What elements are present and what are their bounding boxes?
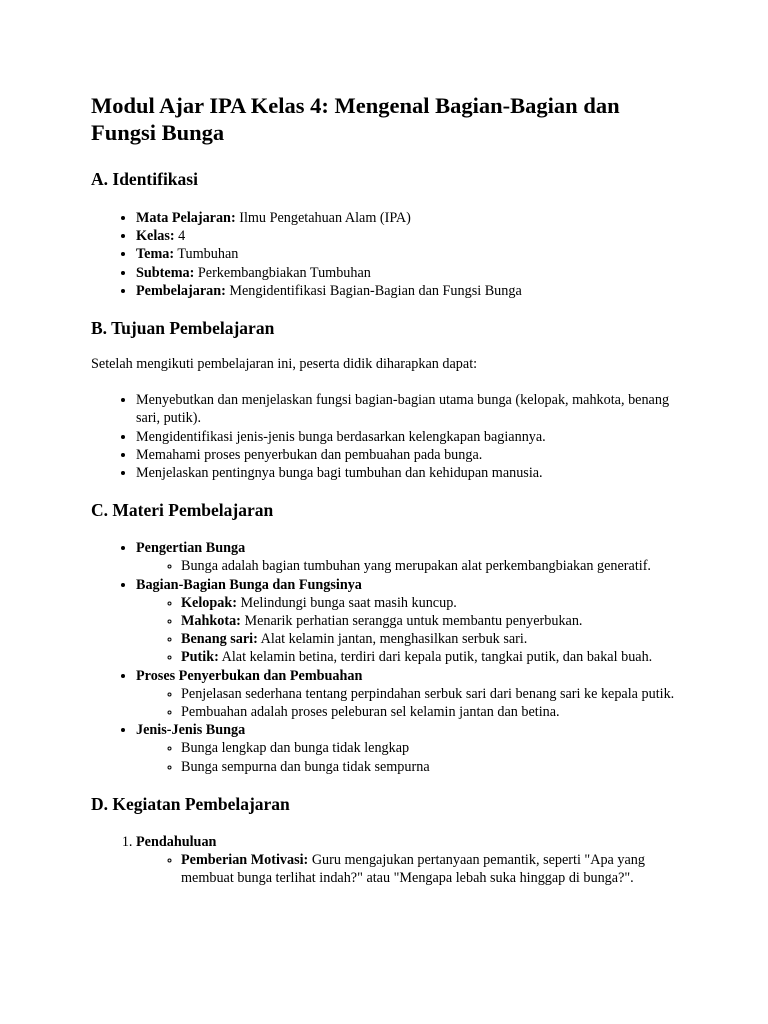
- material-topic: • Bagian-Bagian Bunga dan Fungsinya ◦ Kelopak: Melindungi bunga saat masih kuncup. ◦ Mahkota: Menarik perhatian serangga untuk membantu penyerbukan. ◦ Benang sari: Alat kelamin jantan, menghasilkan serbuk sari. ◦ Putik: Alat kelamin betina, terdiri dari kepala putik, tangkai putik, dan bakal buah.: [136, 576, 678, 667]
- section-b-intro: Setelah mengikuti pembelajaran ini, peserta didik diharapkan dapat:: [91, 356, 478, 373]
- identification-item: • Mata Pelajaran: Ilmu Pengetahuan Alam (IPA): [136, 209, 678, 227]
- objective-item: • Mengidentifikasi jenis-jenis bunga berdasarkan kelengkapan bagiannya.: [136, 428, 678, 446]
- material-topic: • Pengertian Bunga ◦ Bunga adalah bagian tumbuhan yang merupakan alat perkembangbiakan generatif.: [136, 539, 678, 575]
- section-b-heading: B. Tujuan Pembelajaran: [91, 318, 275, 339]
- material-point: ◦ Pembuahan adalah proses peleburan sel kelamin jantan dan betina.: [181, 703, 678, 721]
- material-points: [136, 594, 678, 667]
- objective-item: • Menyebutkan dan menjelaskan fungsi bagian-bagian utama bunga (kelopak, mahkota, benang sari, putik).: [136, 391, 678, 427]
- activities-list: [91, 833, 678, 888]
- material-point: ◦ Kelopak: Melindungi bunga saat masih kuncup.: [181, 594, 678, 612]
- section-c-heading: C. Materi Pembelajaran: [91, 500, 274, 521]
- material-points: [136, 557, 678, 575]
- document-title: Modul Ajar IPA Kelas 4: Mengenal Bagian-Bagian dan Fungsi Bunga: [91, 93, 620, 145]
- activity-point: ◦ Pemberian Motivasi: Guru mengajukan pertanyaan pemantik, seperti "Apa yang membuat bunga terlihat indah?" atau "Mengapa lebah suka hinggap di bunga?".: [181, 851, 678, 887]
- identification-list: [91, 209, 678, 300]
- material-topic: • Jenis-Jenis Bunga ◦ Bunga lengkap dan bunga tidak lengkap ◦ Bunga sempurna dan bunga tidak sempurna: [136, 721, 678, 776]
- material-list: [91, 539, 678, 776]
- material-point: ◦ Bunga adalah bagian tumbuhan yang merupakan alat perkembangbiakan generatif.: [181, 557, 678, 575]
- material-point: ◦ Benang sari: Alat kelamin jantan, menghasilkan serbuk sari.: [181, 630, 678, 648]
- objective-item: • Memahami proses penyerbukan dan pembuahan pada bunga.: [136, 446, 678, 464]
- section-d-heading: D. Kegiatan Pembelajaran: [91, 793, 290, 814]
- material-points: [136, 739, 678, 775]
- objective-item: • Menjelaskan pentingnya bunga bagi tumbuhan dan kehidupan manusia.: [136, 464, 678, 482]
- material-point: ◦ Penjelasan sederhana tentang perpindahan serbuk sari dari benang sari ke kepala putik.: [181, 685, 678, 703]
- material-point: ◦ Bunga sempurna dan bunga tidak sempurna: [181, 758, 678, 776]
- material-points: [136, 685, 678, 721]
- identification-item: • Kelas: 4: [136, 227, 678, 245]
- material-topic: • Proses Penyerbukan dan Pembuahan ◦ Penjelasan sederhana tentang perpindahan serbuk sari dari benang sari ke kepala putik. ◦ Pembuahan adalah proses peleburan sel kelamin jantan dan betina.: [136, 667, 678, 722]
- identification-item: • Subtema: Perkembangbiakan Tumbuhan: [136, 264, 678, 282]
- identification-item: • Tema: Tumbuhan: [136, 245, 678, 263]
- material-point: ◦ Putik: Alat kelamin betina, terdiri dari kepala putik, tangkai putik, dan bakal buah.: [181, 648, 678, 666]
- section-a-heading: A. Identifikasi: [91, 169, 198, 189]
- activity-step: 1. Pendahuluan ◦ Pemberian Motivasi: Guru mengajukan pertanyaan pemantik, seperti "Apa yang membuat bunga terlihat indah?" atau "Mengapa lebah suka hinggap di bunga?".: [136, 833, 678, 888]
- activity-points: [136, 851, 678, 887]
- objectives-list: [91, 391, 678, 482]
- material-point: ◦ Bunga lengkap dan bunga tidak lengkap: [181, 739, 678, 757]
- identification-item: • Pembelajaran: Mengidentifikasi Bagian-Bagian dan Fungsi Bunga: [136, 282, 678, 300]
- material-point: ◦ Mahkota: Menarik perhatian serangga untuk membantu penyerbukan.: [181, 612, 678, 630]
